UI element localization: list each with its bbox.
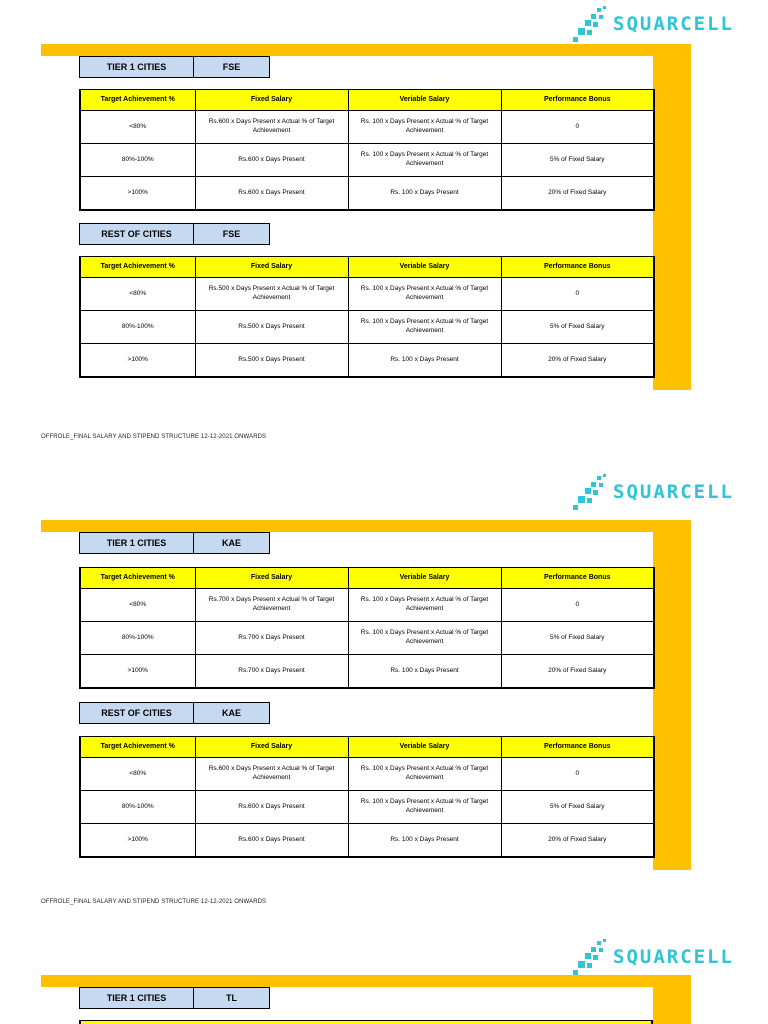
col-bonus: Performance Bonus (501, 568, 654, 589)
col-target: Target Achievement % (80, 737, 195, 758)
cell-bonus: 20% of Fixed Salary (501, 344, 654, 378)
role-label: TL (194, 987, 270, 1009)
cell-target: 80%-100% (80, 622, 195, 655)
cell-target: <80% (80, 278, 195, 311)
cell-variable: Rs. 100 x Days Present (348, 177, 501, 211)
col-variable: Veriable Salary (348, 737, 501, 758)
cell-bonus: 5% of Fixed Salary (501, 791, 654, 824)
col-target: Target Achievement % (80, 90, 195, 111)
table-row (80, 824, 654, 858)
col-bonus: Performance Bonus (501, 737, 654, 758)
city-tier-label: REST OF CITIES (79, 223, 194, 245)
salary-table (79, 256, 655, 378)
table-row (80, 311, 654, 344)
cell-fixed: Rs.500 x Days Present x Actual % of Target Achievement (195, 278, 348, 311)
cell-target: 80%-100% (80, 144, 195, 177)
city-tier-label: TIER 1 CITIES (79, 532, 194, 554)
cell-bonus: 20% of Fixed Salary (501, 655, 654, 689)
cell-variable: Rs. 100 x Days Present (348, 824, 501, 858)
cell-bonus: 5% of Fixed Salary (501, 144, 654, 177)
pixel-dots-logo-icon (573, 6, 609, 42)
cell-variable: Rs. 100 x Days Present x Actual % of Target Achievement (348, 589, 501, 622)
col-target: Target Achievement % (80, 568, 195, 589)
cell-target: >100% (80, 824, 195, 858)
pixel-dots-logo-icon (573, 474, 609, 510)
page-footer: OFFROLE_FINAL SALARY AND STIPEND STRUCTURE 12-12-2021 ONWARDS (41, 899, 267, 905)
table-header-edge (79, 1020, 653, 1024)
table-row (80, 177, 654, 211)
cell-bonus: 5% of Fixed Salary (501, 622, 654, 655)
cell-fixed: Rs.600 x Days Present (195, 177, 348, 211)
cell-fixed: Rs.600 x Days Present x Actual % of Target Achievement (195, 758, 348, 791)
cell-bonus: 0 (501, 111, 654, 144)
cell-bonus: 20% of Fixed Salary (501, 824, 654, 858)
cell-fixed: Rs.700 x Days Present (195, 622, 348, 655)
col-fixed: Fixed Salary (195, 257, 348, 278)
section-header (79, 702, 270, 724)
brand-logo (573, 4, 734, 44)
brand-name: SQUARCELL (613, 481, 734, 503)
table-row (80, 344, 654, 378)
cell-target: <80% (80, 589, 195, 622)
role-label: KAE (194, 532, 270, 554)
salary-table (79, 89, 655, 211)
role-label: FSE (194, 223, 270, 245)
cell-fixed: Rs.600 x Days Present (195, 144, 348, 177)
city-tier-label: REST OF CITIES (79, 702, 194, 724)
salary-table (79, 567, 655, 689)
salary-sheet-3 (41, 975, 691, 1024)
table-row (80, 791, 654, 824)
salary-sheet-1 (41, 44, 691, 390)
cell-target: >100% (80, 344, 195, 378)
cell-target: >100% (80, 177, 195, 211)
brand-name: SQUARCELL (613, 946, 734, 968)
col-bonus: Performance Bonus (501, 90, 654, 111)
table-row (80, 758, 654, 791)
col-variable: Veriable Salary (348, 257, 501, 278)
cell-bonus: 0 (501, 589, 654, 622)
section-header (79, 56, 270, 78)
cell-target: >100% (80, 655, 195, 689)
cell-fixed: Rs.600 x Days Present (195, 824, 348, 858)
cell-target: <80% (80, 111, 195, 144)
cell-target: 80%-100% (80, 791, 195, 824)
col-fixed: Fixed Salary (195, 568, 348, 589)
table-row (80, 589, 654, 622)
col-fixed: Fixed Salary (195, 737, 348, 758)
city-tier-label: TIER 1 CITIES (79, 987, 194, 1009)
salary-sheet-2 (41, 520, 691, 870)
cell-fixed: Rs.500 x Days Present (195, 344, 348, 378)
brand-logo (573, 937, 734, 977)
cell-bonus: 0 (501, 278, 654, 311)
cell-variable: Rs. 100 x Days Present x Actual % of Target Achievement (348, 144, 501, 177)
cell-variable: Rs. 100 x Days Present (348, 344, 501, 378)
cell-fixed: Rs.700 x Days Present x Actual % of Target Achievement (195, 589, 348, 622)
col-target: Target Achievement % (80, 257, 195, 278)
col-fixed: Fixed Salary (195, 90, 348, 111)
col-variable: Veriable Salary (348, 568, 501, 589)
section-header (79, 532, 270, 554)
salary-table (79, 736, 655, 858)
city-tier-label: TIER 1 CITIES (79, 56, 194, 78)
cell-target: 80%-100% (80, 311, 195, 344)
cell-variable: Rs. 100 x Days Present x Actual % of Target Achievement (348, 111, 501, 144)
table-row (80, 278, 654, 311)
role-label: FSE (194, 56, 270, 78)
table-row (80, 622, 654, 655)
cell-bonus: 20% of Fixed Salary (501, 177, 654, 211)
col-bonus: Performance Bonus (501, 257, 654, 278)
table-row (80, 111, 654, 144)
cell-variable: Rs. 100 x Days Present x Actual % of Target Achievement (348, 311, 501, 344)
cell-variable: Rs. 100 x Days Present x Actual % of Target Achievement (348, 791, 501, 824)
cell-fixed: Rs.500 x Days Present (195, 311, 348, 344)
pixel-dots-logo-icon (573, 939, 609, 975)
cell-fixed: Rs.600 x Days Present (195, 791, 348, 824)
page-footer: OFFROLE_FINAL SALARY AND STIPEND STRUCTURE 12-12-2021 ONWARDS (41, 434, 267, 440)
section-header (79, 223, 270, 245)
brand-logo (573, 472, 734, 512)
cell-fixed: Rs.600 x Days Present x Actual % of Target Achievement (195, 111, 348, 144)
cell-variable: Rs. 100 x Days Present x Actual % of Target Achievement (348, 622, 501, 655)
cell-bonus: 5% of Fixed Salary (501, 311, 654, 344)
cell-variable: Rs. 100 x Days Present (348, 655, 501, 689)
table-row (80, 144, 654, 177)
cell-target: <80% (80, 758, 195, 791)
cell-variable: Rs. 100 x Days Present x Actual % of Target Achievement (348, 278, 501, 311)
brand-name: SQUARCELL (613, 13, 734, 35)
col-variable: Veriable Salary (348, 90, 501, 111)
cell-fixed: Rs.700 x Days Present (195, 655, 348, 689)
cell-bonus: 0 (501, 758, 654, 791)
role-label: KAE (194, 702, 270, 724)
table-row (80, 655, 654, 689)
section-header (79, 987, 270, 1009)
cell-variable: Rs. 100 x Days Present x Actual % of Target Achievement (348, 758, 501, 791)
